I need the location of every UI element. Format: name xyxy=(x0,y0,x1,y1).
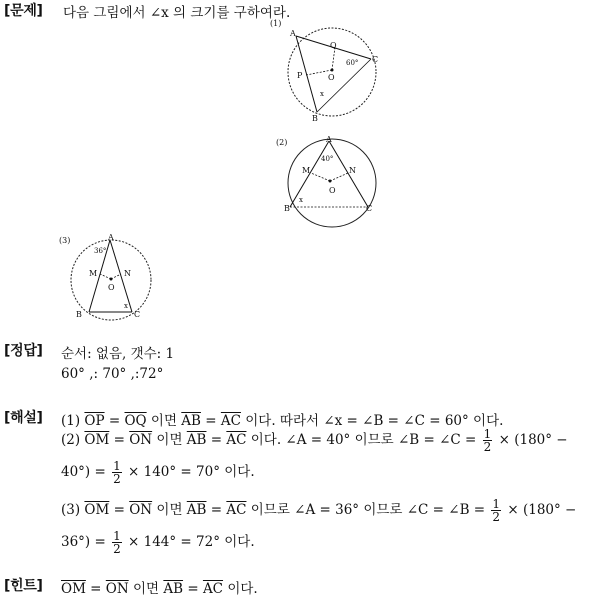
problem-label: [문제] xyxy=(4,3,43,19)
svg-text:C: C xyxy=(134,310,141,319)
figure-3 xyxy=(56,233,166,329)
solution-label: [해설] xyxy=(4,410,43,426)
svg-text:C: C xyxy=(372,55,379,64)
figure-2-number: (2) xyxy=(276,138,288,147)
figure-1 xyxy=(268,14,388,128)
answer-line-1: 순서: 없음, 갯수: 1 xyxy=(61,346,175,362)
svg-text:O: O xyxy=(329,186,336,195)
hint-label: [힌트] xyxy=(4,578,43,594)
svg-text:x: x xyxy=(124,302,128,310)
fraction: $\frac{1}{2}$ xyxy=(483,427,492,454)
svg-text:A: A xyxy=(290,29,296,38)
svg-text:A: A xyxy=(326,135,332,144)
svg-text:M: M xyxy=(89,269,98,278)
svg-text:B: B xyxy=(312,114,318,123)
svg-text:40°: 40° xyxy=(321,155,334,163)
solution-line-2: (2) $\overline{OM} = \overline{ON}$ 이면 $\overline{AB} = \overline{AC}$ 이다. ∠A = 40° 이므로 ∠B = ∠C = $\frac{1}{2}$ × (180° − xyxy=(61,427,568,454)
solution-line-4: (3) $\overline{OM} = \overline{ON}$ 이면 $\overline{AB} = \overline{AC}$ 이므로 ∠A = 36° 이므로 ∠C = ∠B = $\frac{1}{2}$ × (180° − xyxy=(61,497,577,524)
svg-text:C: C xyxy=(366,204,373,213)
svg-text:A: A xyxy=(108,233,114,242)
svg-text:N: N xyxy=(124,269,131,278)
answer-line-2: 60° ,: 70° ,:72° xyxy=(61,366,164,382)
solution-line-5: 36°) = $\frac{1}{2}$ × 144° = 72° 이다. xyxy=(61,529,255,556)
svg-text:O: O xyxy=(328,73,335,82)
svg-text:N: N xyxy=(349,166,356,175)
svg-text:B: B xyxy=(76,310,82,319)
svg-text:x: x xyxy=(320,90,324,98)
hint-text: $\overline{OM} = \overline{ON}$ 이면 $\overline{AB} = \overline{AC}$ 이다. xyxy=(61,581,258,597)
svg-text:36°: 36° xyxy=(94,247,107,255)
answer-label: [정답] xyxy=(4,343,43,359)
problem-text: 다음 그림에서 ∠x 의 크기를 구하여라. xyxy=(63,5,291,21)
svg-text:x: x xyxy=(299,196,303,204)
solution-line-3: 40°) = $\frac{1}{2}$ × 140° = 70° 이다. xyxy=(61,459,255,486)
solution-line-1: (1) $\overline{OP} = \overline{OQ}$ 이면 $\overline{AB} = \overline{AC}$ 이다. 따라서 ∠x = ∠B = ∠C = 60° 이다. xyxy=(61,413,504,429)
fraction: $\frac{1}{2}$ xyxy=(113,459,121,486)
svg-text:Q: Q xyxy=(330,41,337,50)
fraction: $\frac{1}{2}$ xyxy=(492,497,501,524)
figure-3-number: (3) xyxy=(59,236,71,245)
fraction: $\frac{1}{2}$ xyxy=(113,529,121,556)
figure-2 xyxy=(272,135,392,239)
figure-1-number: (1) xyxy=(270,19,282,28)
svg-text:O: O xyxy=(108,283,115,292)
svg-text:B: B xyxy=(284,204,290,213)
svg-text:60°: 60° xyxy=(346,59,359,67)
svg-text:M: M xyxy=(302,166,311,175)
svg-text:P: P xyxy=(297,71,303,80)
